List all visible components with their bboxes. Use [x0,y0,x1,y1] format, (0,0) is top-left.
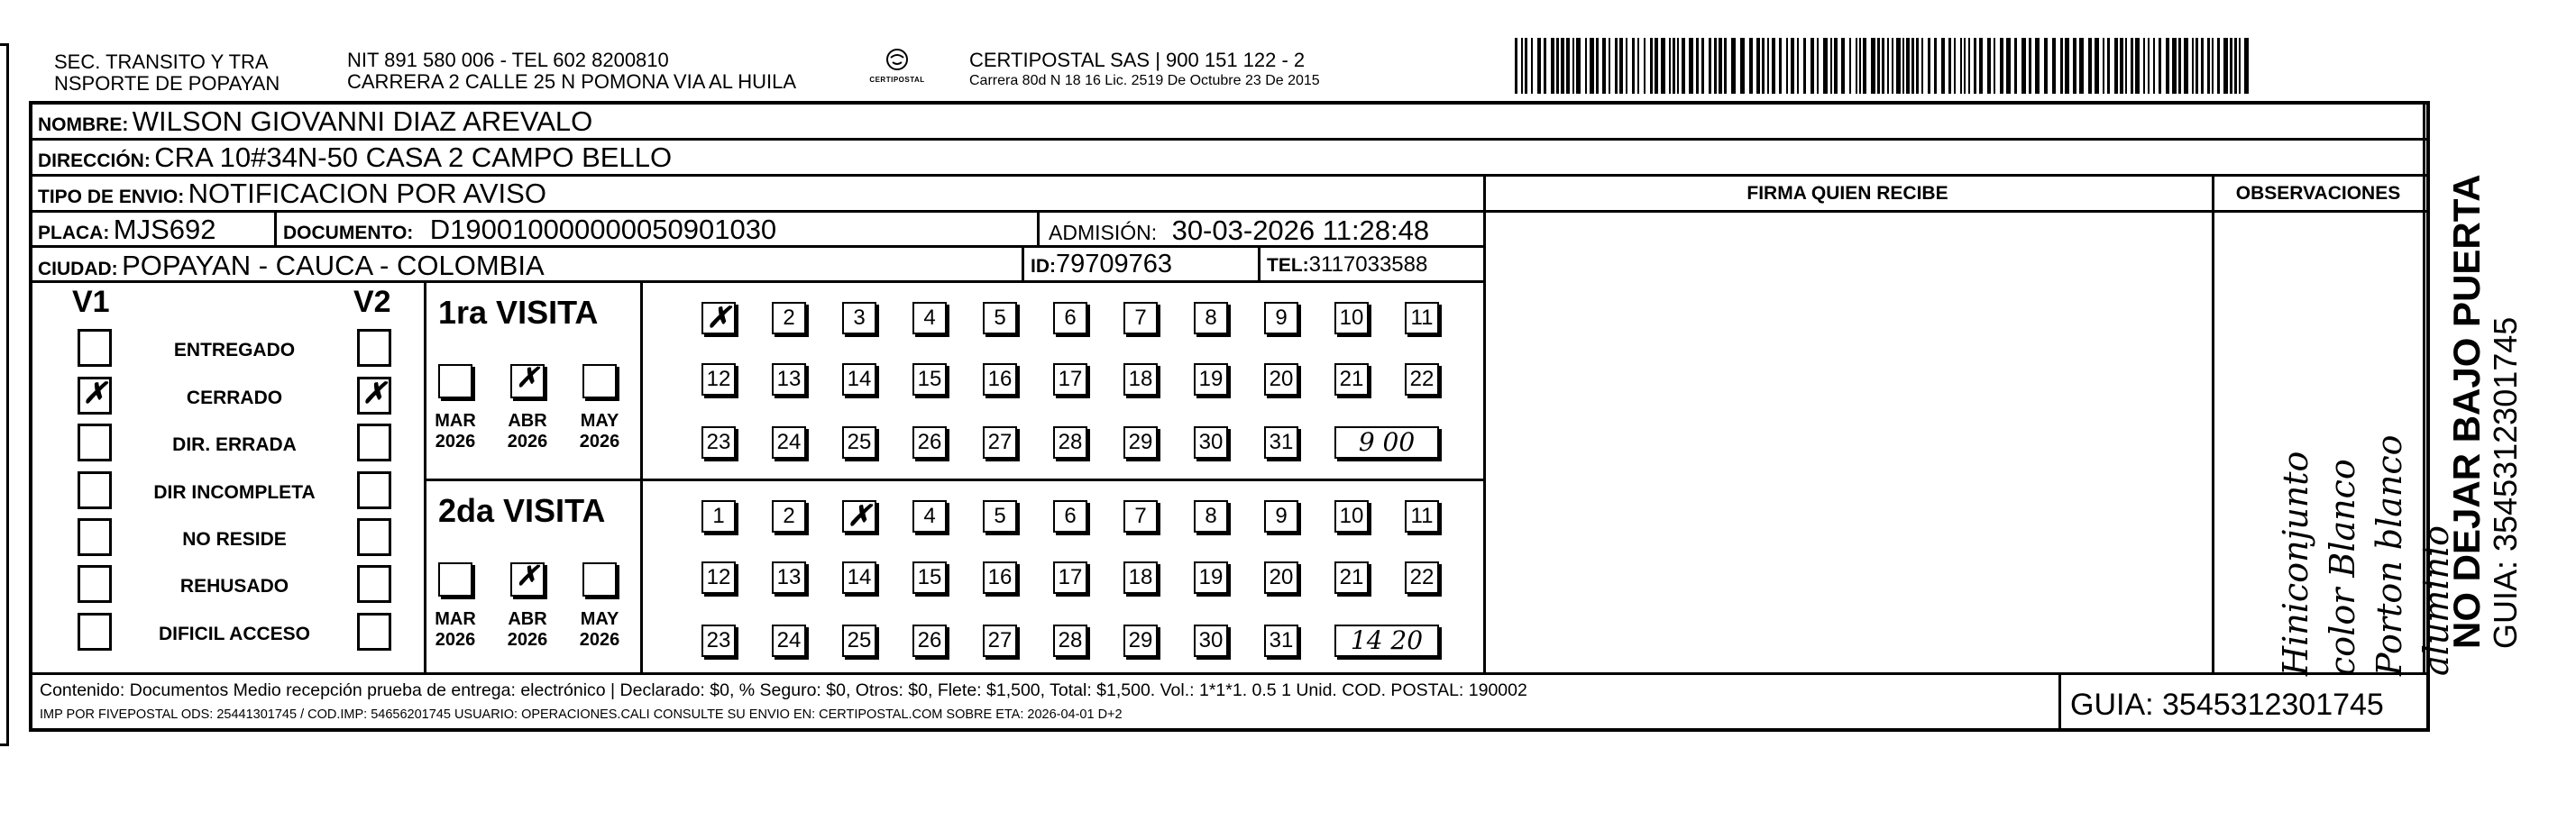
barcode-bar [2230,38,2232,94]
barcode-bar [1786,38,1788,94]
day-cell[interactable]: 25 [842,426,876,459]
day-cell[interactable]: 28 [1053,625,1087,657]
barcode-bar [1719,38,1722,94]
day-cell[interactable]: 22 [1405,363,1439,396]
placa-cell [38,215,216,243]
day-cell[interactable]: 6 [1053,302,1087,334]
barcode-bar [1521,38,1523,94]
v2-checkbox[interactable] [357,424,391,461]
day-cell[interactable]: 21 [1334,561,1369,594]
day-cell[interactable]: 26 [912,625,947,657]
day-cell[interactable]: 13 [772,363,806,396]
barcode-bar [2244,38,2249,94]
barcode-bar [1637,38,1639,94]
barcode-bar [1964,38,1966,94]
nombre-row [38,107,592,135]
day-cell[interactable]: 1 [701,500,736,533]
v1-checkbox[interactable] [78,471,112,509]
tel-cell [1267,254,1427,276]
barcode-bar [1823,38,1828,94]
handwritten-check-mark: ✗ [82,376,107,410]
certipostal-logo [866,45,929,92]
barcode-bar [1632,38,1635,94]
barcode-bar [1655,38,1658,94]
barcode-bar [1661,38,1665,94]
day-cell[interactable]: 23 [701,625,736,657]
observacion-line: Porton blanco [2370,434,2409,676]
barcode-bar [2060,38,2063,94]
day-cell[interactable]: 17 [1053,561,1087,594]
barcode-bar [1551,38,1554,94]
placa-label: PLACA: [38,223,110,243]
month-checkbox[interactable] [510,364,545,398]
day-cell[interactable]: 28 [1053,426,1087,459]
month-label: ABR 2026 [507,609,548,650]
month-label: MAY 2026 [579,411,620,452]
barcode-bar [1740,38,1745,94]
barcode-bar [2006,38,2011,94]
observaciones-header: OBSERVACIONES [2235,183,2401,204]
barcode-bar [1724,38,1727,94]
barcode-bar [1916,38,1919,94]
visit-title: 1ra VISITA [438,294,599,331]
admision-value: 30-03-2026 11:28:48 [1171,214,1430,246]
day-cell[interactable]: 16 [983,363,1017,396]
status-label: NO RESIDE [182,529,287,550]
day-cell[interactable]: 3 [842,302,876,334]
barcode-bar [1974,38,1976,94]
day-cell[interactable]: 20 [1264,363,1298,396]
v2-header: V2 [353,285,391,319]
day-cell[interactable]: 10 [1334,302,1369,334]
day-cell[interactable]: 30 [1194,625,1228,657]
day-cell[interactable]: 8 [1194,302,1228,334]
observacion-line: Hiniconjunto [2276,451,2315,676]
v2-checkbox[interactable] [357,377,391,415]
day-cell[interactable]: 12 [701,363,736,396]
tel-label: TEL: [1267,255,1309,276]
v1-checkbox[interactable] [78,329,112,367]
handwritten-check-mark: ✗ [847,498,872,533]
footer-guia: GUIA: 3545312301745 [2070,688,2384,722]
day-cell[interactable]: 31 [1264,426,1298,459]
day-cell[interactable]: 21 [1334,363,1369,396]
barcode-bar [1749,38,1753,94]
barcode-bar [2192,38,2194,94]
footer-content-line: Contenido: Documentos Medio recepción prueba de entrega: electrónico | Declarado: $0, % Seguro: $0, Otros: $0, Flete: $1,500, Total: $1,500. Vol.: 1*1*1. 0.5 1 Unid. COD. POSTAL: 190002 [40,680,1527,700]
barcode-bar [2178,38,2181,94]
day-cell[interactable]: 4 [912,500,947,533]
firma-header: FIRMA QUIEN RECIBE [1746,183,1948,204]
day-cell[interactable]: 17 [1053,363,1087,396]
barcode-bar [1791,38,1794,94]
status-label: DIR. ERRADA [172,434,297,455]
barcode-bar [2135,38,2140,94]
barcode-bar [1856,38,1857,94]
day-cell[interactable]: 29 [1123,426,1158,459]
day-cell[interactable]: 10 [1334,500,1369,533]
month-checkbox[interactable] [582,364,617,398]
barcode-bar [1644,38,1646,94]
month-label: ABR 2026 [507,411,548,452]
barcode-bar [1941,38,1945,94]
admision-label: ADMISIÓN: [1049,221,1158,244]
barcode-bar [1682,38,1685,94]
barcode-bar [1615,38,1618,94]
day-cell[interactable]: 14 [842,363,876,396]
day-cell[interactable]: 13 [772,561,806,594]
barcode-bar [2029,38,2031,94]
id-label: ID: [1031,256,1056,277]
barcode-bar [1525,38,1527,94]
barcode-bar [1572,38,1574,94]
day-cell[interactable]: 8 [1194,500,1228,533]
day-cell[interactable]: 16 [983,561,1017,594]
day-cell[interactable]: 9 [1264,302,1298,334]
admision-cell [1049,216,1429,244]
barcode-bar [1968,38,1970,94]
barcode-bar [1948,38,1951,94]
barcode [1515,38,2254,94]
nombre-label: NOMBRE: [38,114,129,135]
day-cell[interactable]: 24 [772,426,806,459]
barcode-bar [1994,38,1995,94]
day-cell[interactable]: 18 [1123,363,1158,396]
v1-checkbox[interactable] [78,377,112,415]
day-cell[interactable] [701,302,736,334]
direccion-value: CRA 10#34N-50 CASA 2 CAMPO BELLO [154,141,673,173]
barcode-bar [2088,38,2092,94]
barcode-bar [1928,38,1930,94]
day-cell[interactable]: 24 [772,625,806,657]
day-cell[interactable]: 7 [1123,302,1158,334]
barcode-bar [1762,38,1765,94]
barcode-bar [2103,38,2104,94]
barcode-bar [1609,38,1610,94]
visit-title: 2da VISITA [438,492,606,529]
barcode-bar [2079,38,2084,94]
barcode-bar [1779,38,1782,94]
v1-checkbox[interactable] [78,565,112,603]
day-cell[interactable]: 6 [1053,500,1087,533]
month-label: MAR 2026 [435,411,476,452]
barcode-bar [2000,38,2003,94]
handwritten-time-value: 14 20 [1350,625,1424,655]
status-label: ENTREGADO [173,340,296,360]
day-cell[interactable]: 29 [1123,625,1158,657]
documento-label: DOCUMENTO: [283,223,414,243]
barcode-bar [1515,38,1517,94]
v2-checkbox[interactable] [357,613,391,651]
handwritten-time [1334,625,1439,657]
month-checkbox[interactable] [438,562,472,597]
day-cell[interactable]: 5 [983,500,1017,533]
barcode-bar [1689,38,1693,94]
address-line: CARRERA 2 CALLE 25 N POMONA VIA AL HUILA [347,70,797,93]
day-cell[interactable]: 2 [772,302,806,334]
barcode-bar [1709,38,1711,94]
barcode-bar [1960,38,1962,94]
page-edge-bracket [0,43,9,746]
barcode-bar [2065,38,2069,94]
status-label: REHUSADO [179,576,289,597]
barcode-bar [1797,38,1799,94]
status-label: DIFICIL ACCESO [158,624,310,644]
day-cell[interactable]: 15 [912,561,947,594]
id-cell [1031,251,1172,278]
day-cell[interactable]: 5 [983,302,1017,334]
observacion-line: color Blanco [2323,459,2362,676]
barcode-bar [2184,38,2188,94]
v1-checkbox[interactable] [78,424,112,461]
barcode-bar [2239,38,2241,94]
barcode-bar [1803,38,1806,94]
handwritten-check-mark: ✗ [516,362,539,394]
barcode-bar [1921,38,1923,94]
barcode-bar [1619,38,1623,94]
barcode-bar [2143,38,2145,94]
barcode-bar [1954,38,1956,94]
day-cell[interactable]: 25 [842,625,876,657]
barcode-bar [2114,38,2118,94]
observaciones-handwriting [2218,216,2456,676]
barcode-bar [1602,38,1606,94]
barcode-bar [2153,38,2155,94]
day-cell[interactable]: 4 [912,302,947,334]
day-cell[interactable]: 27 [983,625,1017,657]
barcode-bar [1987,38,1991,94]
status-label: CERRADO [186,388,283,408]
day-cell[interactable]: 11 [1405,500,1439,533]
barcode-bar [1650,38,1653,94]
v1-checkbox[interactable] [78,518,112,556]
barcode-bar [2217,38,2220,94]
barcode-bar [1596,38,1599,94]
sender-line-2: NSPORTE DE POPAYAN [54,72,280,95]
barcode-bar [2234,38,2237,94]
month-checkbox[interactable] [510,562,545,597]
barcode-bar [1877,38,1880,94]
handwritten-time [1334,426,1439,459]
side-vertical-text [2430,126,2538,649]
barcode-bar [1911,38,1914,94]
barcode-bar [1556,38,1559,94]
handwritten-check-mark: ✗ [362,376,387,410]
day-cell[interactable]: 12 [701,561,736,594]
barcode-bar [1576,38,1581,94]
barcode-bar [2223,38,2228,94]
barcode-bar [1626,38,1627,94]
direccion-row [38,143,672,171]
id-value: 79709763 [1056,250,1173,278]
documento-cell [283,215,776,243]
ciudad-label: CIUDAD: [38,259,118,279]
day-cell[interactable]: 18 [1123,561,1158,594]
v2-checkbox[interactable] [357,565,391,603]
no-dejar-bajo-puerta: NO DEJAR BAJO PUERTA [2445,174,2488,649]
barcode-bar [1859,38,1861,94]
v1-checkbox[interactable] [78,613,112,651]
month-checkbox[interactable] [582,562,617,597]
barcode-bar [1544,38,1546,94]
documento-value: D190010000000050901030 [429,214,777,245]
day-cell[interactable]: 19 [1194,561,1228,594]
barcode-bar [1561,38,1564,94]
barcode-bar [1979,38,1983,94]
barcode-bar [2044,38,2048,94]
barcode-bar [1896,38,1901,94]
barcode-bar [1701,38,1704,94]
month-checkbox[interactable] [438,364,472,398]
carrier-line-1: CERTIPOSTAL SAS | 900 151 122 - 2 [969,49,1306,71]
barcode-bar [1841,38,1845,94]
day-cell[interactable]: 7 [1123,500,1158,533]
barcode-bar [1767,38,1769,94]
barcode-bar [1590,38,1594,94]
sender-line-1: SEC. TRANSITO Y TRA [54,50,269,73]
day-cell[interactable]: 27 [983,426,1017,459]
barcode-bar [2172,38,2177,94]
day-cell[interactable]: 23 [701,426,736,459]
day-cell[interactable]: 2 [772,500,806,533]
barcode-bar [1830,38,1832,94]
barcode-bar [2021,38,2026,94]
placa-value: MJS692 [113,214,216,245]
barcode-bar [2014,38,2017,94]
barcode-bar [2052,38,2056,94]
barcode-bar [2196,38,2198,94]
day-cell[interactable]: 22 [1405,561,1439,594]
tel-value: 3117033588 [1308,252,1428,277]
barcode-bar [2107,38,2110,94]
footer-print-line: IMP POR FIVEPOSTAL ODS: 25441301745 / COD.IMP: 54656201745 USUARIO: OPERACIONES.CALI CONSULTE SU ENVIO EN: CERTIPOSTAL.COM SOBRE ETA: 2026-04-01 D+2 [40,707,1123,722]
carrier-line-2: Carrera 80d N 18 16 Lic. 2519 De Octubre 23 De 2015 [969,73,1320,88]
v2-checkbox[interactable] [357,471,391,509]
barcode-bar [1882,38,1884,94]
month-label: MAR 2026 [435,609,476,650]
barcode-bar [1902,38,1904,94]
barcode-bar [2120,38,2123,94]
day-cell[interactable]: 14 [842,561,876,594]
day-cell[interactable]: 11 [1405,302,1439,334]
ciudad-value: POPAYAN - CAUCA - COLOMBIA [122,250,545,281]
barcode-bar [2095,38,2099,94]
barcode-bar [1772,38,1775,94]
day-cell[interactable]: 19 [1194,363,1228,396]
barcode-bar [2125,38,2127,94]
side-guia: GUIA: 3545312301745 [2487,316,2524,649]
barcode-bar [1677,38,1679,94]
tipo-value: NOTIFICACION POR AVISO [188,178,546,209]
barcode-bar [1673,38,1675,94]
barcode-bar [1817,38,1819,94]
barcode-bar [1566,38,1570,94]
day-cell[interactable]: 26 [912,426,947,459]
ciudad-cell [38,251,545,279]
barcode-bar [1756,38,1760,94]
barcode-bar [1871,38,1875,94]
barcode-bar [1696,38,1699,94]
barcode-bar [2207,38,2210,94]
logo-text: CERTIPOSTAL [869,76,925,84]
barcode-bar [2201,38,2204,94]
barcode-bar [2148,38,2150,94]
tipo-row [38,179,546,207]
v1-header: V1 [72,285,110,319]
barcode-bar [1531,38,1533,94]
barcode-bar [2212,38,2214,94]
barcode-bar [2073,38,2076,94]
handwritten-check-mark: ✗ [516,561,539,592]
day-cell[interactable]: 9 [1264,500,1298,533]
v2-checkbox[interactable] [357,329,391,367]
v2-checkbox[interactable] [357,518,391,556]
barcode-bar [2159,38,2161,94]
barcode-bar [1669,38,1671,94]
day-cell[interactable]: 20 [1264,561,1298,594]
barcode-bar [1863,38,1866,94]
status-label: DIR INCOMPLETA [153,482,316,503]
barcode-bar [1934,38,1937,94]
barcode-bar [1585,38,1587,94]
month-label: MAY 2026 [579,609,620,650]
barcode-bar [2166,38,2169,94]
tipo-label: TIPO DE ENVIO: [38,187,185,207]
barcode-bar [1834,38,1838,94]
barcode-bar [1906,38,1910,94]
handwritten-time-value: 9 00 [1358,427,1416,457]
barcode-bar [1714,38,1717,94]
day-cell[interactable]: 31 [1264,625,1298,657]
barcode-bar [1892,38,1893,94]
day-cell[interactable]: 30 [1194,426,1228,459]
day-cell[interactable] [842,500,876,533]
day-cell[interactable]: 15 [912,363,947,396]
nit-line: NIT 891 580 006 - TEL 602 8200810 [347,49,669,71]
observacion-line: aluminio [2416,525,2456,676]
nombre-value: WILSON GIOVANNI DIAZ AREVALO [132,105,593,137]
barcode-bar [1731,38,1736,94]
barcode-bar [2035,38,2040,94]
handwritten-check-mark: ✗ [706,300,731,334]
barcode-bar [1887,38,1889,94]
barcode-bar [1537,38,1541,94]
barcode-bar [2131,38,2133,94]
direccion-label: DIRECCIÓN: [38,151,151,171]
barcode-bar [1849,38,1851,94]
barcode-bar [1811,38,1814,94]
